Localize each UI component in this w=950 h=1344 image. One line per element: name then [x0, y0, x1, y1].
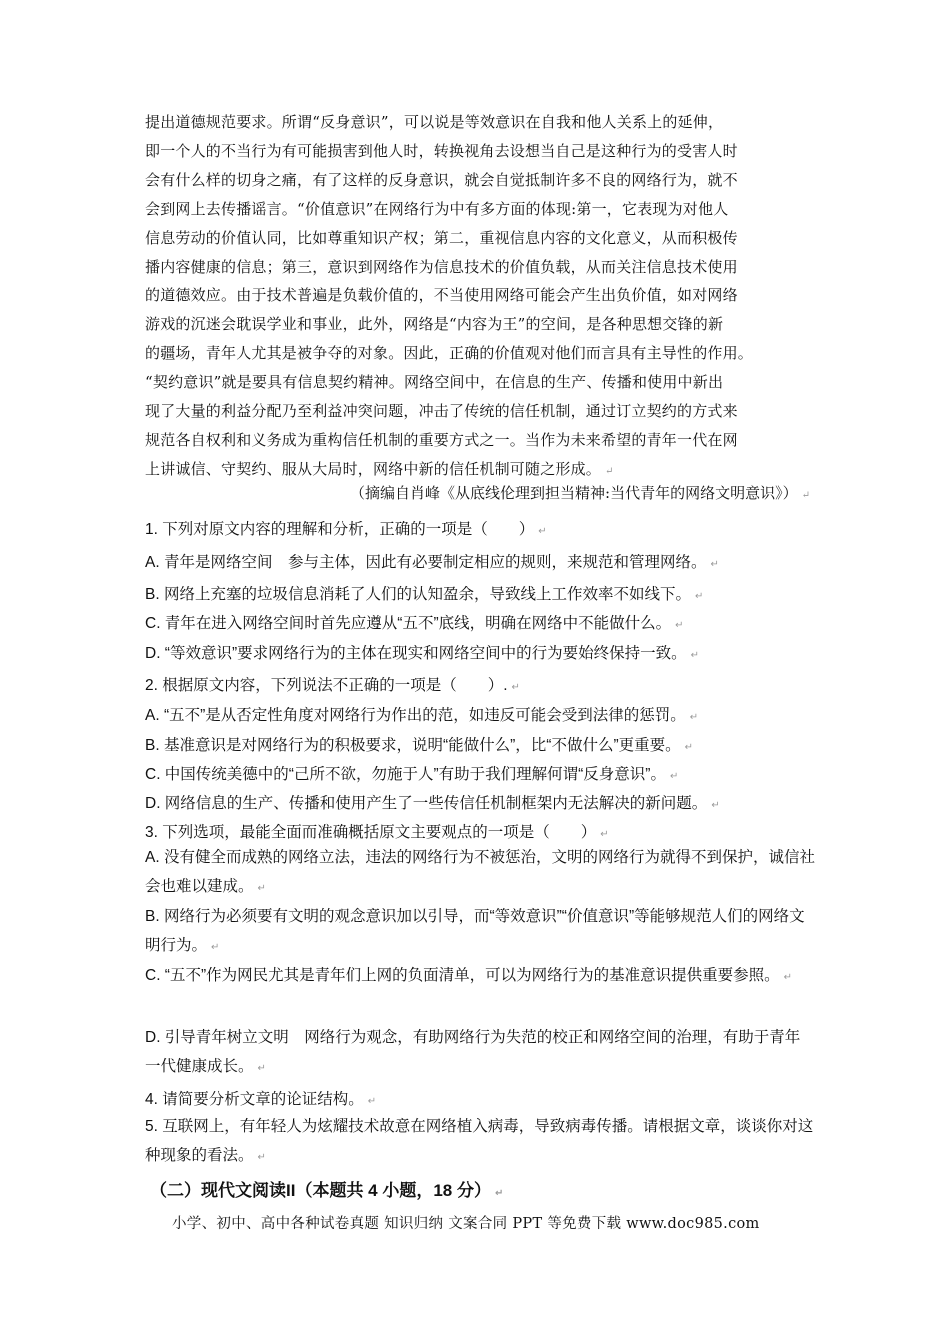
question-3-option-a [145, 843, 815, 903]
passage-line: 信息劳动的价值认同，比如尊重知识产权；第二，重视信息内容的文化意义，从而积极传 [145, 228, 738, 247]
paragraph-mark-icon: ↵ [367, 1096, 377, 1107]
option-text: D. 引导青年树立文明 网络行为观念，有助网络行为失范的校正和网络空间的治理，有助于青年一代健康成长。 [145, 1029, 801, 1075]
question-2-option-b [145, 733, 815, 755]
paragraph-mark-icon: ↵ [690, 650, 700, 661]
section-heading [150, 1176, 503, 1201]
paragraph-mark-icon: ↵ [538, 526, 547, 537]
source-text: （摘编自肖峰《从底线伦理到担当精神:当代青年的网络文明意识》） [350, 484, 798, 502]
paragraph-mark-icon: ↵ [605, 465, 614, 477]
passage-line: 游戏的沉迷会耽误学业和事业，此外，网络是“内容为王”的空间，是各种思想交锋的新 [145, 315, 724, 334]
option-text: C. “五不”作为网民尤其是青年们上网的负面清单，可以为网络行为的基准意识提供重要参照。 [145, 967, 780, 984]
paragraph-mark-icon: ↵ [494, 1188, 504, 1199]
paragraph-mark-icon: ↵ [783, 972, 793, 983]
passage-source [350, 482, 810, 503]
section-heading-text: （二）现代文阅读II（本题共 4 小题，18 分） [150, 1181, 491, 1200]
footer-ad: 小学、初中、高中各种试卷真题 知识归纳 文案合同 PPT 等免费下载 www.doc985.com [172, 1216, 760, 1232]
paragraph-mark-icon: ↵ [211, 942, 220, 953]
question-2-stem [145, 673, 815, 695]
option-text: C. 中国传统美德中的“己所不欲，勿施于人”有助于我们理解何谓“反身意识”。 [145, 766, 666, 783]
passage-line: “契约意识”就是要具有信息契约精神。网络空间中，在信息的生产、传播和使用中新出 [145, 373, 724, 392]
passage-line: 会有什么样的切身之痛，有了这样的反身意识，就会自觉抵制许多不良的网络行为，就不 [145, 170, 738, 189]
question-2-option-d [145, 791, 815, 813]
question-text: 3. 下列选项，最能全面而准确概括原文主要观点的一项是（ ） [145, 824, 597, 841]
question-text: 4. 请简要分析文章的论证结构。 [145, 1091, 364, 1108]
option-text: B. 基准意识是对网络行为的积极要求，说明“能做什么”，比“不做什么”更重要。 [145, 737, 681, 754]
passage-line: 即一个人的不当行为有可能损害到他人时，转换视角去设想当自己是这种行为的受害人时 [145, 141, 738, 160]
question-1-option-b [145, 582, 815, 604]
question-2-option-a [145, 703, 815, 725]
question-text: 1. 下列对原文内容的理解和分析，正确的一项是（ ） [145, 521, 535, 538]
question-1-option-d [145, 641, 815, 663]
passage-line: 播内容健康的信息；第三，意识到网络作为信息技术的价值负载，从而关注信息技术使用 [145, 257, 738, 276]
paragraph-mark-icon: ↵ [257, 883, 266, 894]
question-text: 5. 互联网上，有年轻人为炫耀技术故意在网络植入病毒，导致病毒传播。请根据文章，谈谈你对这种现象的看法。 [145, 1118, 814, 1164]
paragraph-mark-icon: ↵ [684, 742, 693, 753]
passage-line-text: 上讲诚信、守契约、服从大局时，网络中新的信任机制可随之形成。 [145, 459, 602, 478]
question-1-option-c [145, 611, 815, 633]
paragraph-mark-icon: ↵ [511, 682, 520, 693]
paragraph-mark-icon: ↵ [257, 1152, 266, 1163]
paragraph-mark-icon: ↵ [257, 1063, 266, 1074]
option-text: B. 网络行为必须要有文明的观念意识加以引导，而“等效意识”“价值意识”等能够规范人们的网络文明行为。 [145, 908, 805, 954]
option-text: B. 网络上充塞的垃圾信息消耗了人们的认知盈余，导致线上工作效率不如线下。 [145, 586, 691, 603]
paragraph-mark-icon: ↵ [694, 591, 704, 602]
paragraph-mark-icon: ↵ [801, 490, 810, 501]
question-3-option-b [145, 902, 815, 962]
option-text: A. 青年是网络空间 参与主体，因此有必要制定相应的规则，来规范和管理网络。 [145, 554, 707, 571]
question-3-option-d [145, 1023, 815, 1083]
passage-line: 提出道德规范要求。所谓“反身意识”，可以说是等效意识在自我和他人关系上的延伸， [145, 113, 724, 131]
question-1-stem [145, 517, 815, 539]
question-5 [145, 1112, 815, 1172]
option-text: A. 没有健全而成熟的网络立法，违法的网络行为不被惩治，文明的网络行为就得不到保护，诚信社会也难以建成。 [145, 849, 815, 895]
question-3-stem [145, 820, 815, 842]
paragraph-mark-icon: ↵ [675, 620, 684, 631]
option-text: A. “五不”是从否定性角度对网络行为作出的范，如违反可能会受到法律的惩罚。 [145, 707, 686, 724]
question-3-option-c [145, 961, 815, 992]
paragraph-mark-icon: ↵ [689, 712, 699, 723]
passage-line: 的疆场，青年人尤其是被争夺的对象。因此，正确的价值观对他们而言具有主导性的作用。 [145, 344, 754, 363]
option-text: C. 青年在进入网络空间时首先应遵从“五不”底线，明确在网络中不能做什么。 [145, 615, 672, 632]
question-1-option-a [145, 550, 815, 572]
passage-line: 的道德效应。由于技术普遍是负载价值的，不当使用网络可能会产生出负价值，如对网络 [145, 286, 738, 305]
question-text: 2. 根据原文内容，下列说法不正确的一项是（ ）. [145, 677, 508, 694]
passage-line: 会到网上去传播谣言。“价值意识”在网络行为中有多方面的体现:第一，它表现为对他人 [145, 199, 729, 218]
option-text: D. 网络信息的生产、传播和使用产生了一些传信任机制框架内无法解决的新问题。 [145, 795, 708, 812]
question-4 [145, 1087, 815, 1109]
paragraph-mark-icon: ↵ [669, 771, 679, 782]
option-text: D. “等效意识”要求网络行为的主体在现实和网络空间中的行为要始终保持一致。 [145, 645, 687, 662]
paragraph-mark-icon: ↵ [710, 559, 719, 570]
paragraph-mark-icon: ↵ [600, 829, 609, 840]
question-2-option-c [145, 762, 815, 784]
passage-line: 现了大量的利益分配乃至利益冲突问题，冲击了传统的信任机制，通过订立契约的方式来 [145, 402, 738, 421]
passage-line: 规范各自权利和义务成为重构信任机制的重要方式之一。当作为未来希望的青年一代在网 [145, 430, 738, 449]
paragraph-mark-icon: ↵ [711, 800, 720, 811]
passage-paragraph [145, 108, 810, 487]
